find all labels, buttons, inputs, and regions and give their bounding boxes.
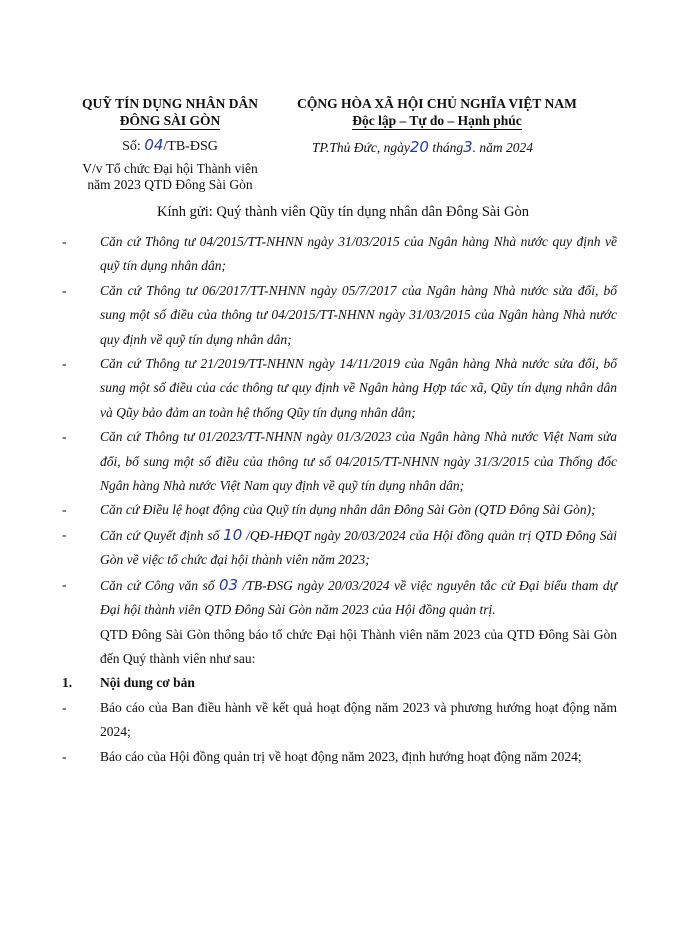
date-month-handwritten: 3 [463, 138, 473, 156]
subject-line2: năm 2023 QTD Đông Sài Gòn [87, 177, 253, 192]
date-prefix: TP.Thủ Đức, ngày [312, 140, 410, 155]
date-day-handwritten: 20 [409, 138, 429, 156]
section-number: 1. [62, 675, 73, 691]
issuer-name-line1: QUỸ TÍN DỤNG NHÂN DÂN [81, 96, 258, 111]
section-title: Nội dung cơ bản [100, 675, 195, 691]
document-number-handwritten: 04 [144, 136, 164, 154]
intro-paragraph: QTD Đông Sài Gòn thông báo tổ chức Đại hội Thành viên năm 2023 của QTD Đông Sài Gòn đến Quý thành viên như sau: [100, 626, 617, 666]
date-month-label: tháng [428, 140, 464, 155]
document-number-prefix: Số: [122, 139, 145, 154]
legal-basis-item: - Căn cứ Thông tư 06/2017/TT-NHNN ngày 05/7/2017 của Ngân hàng Nhà nước sửa đổi, bổ sung một số điều của thông tư 04/2015/TT-NHNN ngày 31/03/2015 của Ngân hàng Nhà nước quy định về quỹ tín dụng nhân dân; [62, 279, 617, 352]
subject-line1: V/v Tổ chức Đại hội Thành viên [82, 161, 258, 176]
issuer-block [70, 96, 270, 193]
legal-basis-item: - Căn cứ Thông tư 01/2023/TT-NHNN ngày 01/3/2023 của Ngân hàng Nhà nước Việt Nam sửa đổi, bổ sung một số điều của thông tư số 04/2015/TT-NHNN ngày 31/3/2015 của Thống đốc Ngân hàng Nhà nước Việt Nam quy định về quỹ tín dụng nhân dân; [62, 425, 617, 498]
document-subject [70, 161, 270, 193]
letter-number-handwritten: 03 [219, 575, 239, 594]
national-title: CỘNG HÒA XÃ HỘI CHỦ NGHĨA VIỆT NAM [297, 96, 577, 111]
content-item: - Báo cáo của Ban điều hành về kết quả hoạt động năm 2023 và phương hướng hoạt động năm 2024; [62, 696, 617, 745]
greeting: Kính gửi: Quý thành viên Qũy tín dụng nhân dân Đông Sài Gòn [157, 204, 529, 220]
national-header [280, 96, 594, 130]
letter-text-pre: Căn cứ Công văn số [100, 577, 220, 593]
decision-text-post: /QĐ-HĐQT ngày 20/03/2024 của Hội đồng quản trị QTD Đông Sài Gòn về việc tổ chức đại hội thành viên năm 2023; [100, 527, 617, 568]
legal-basis-item: - Căn cứ Thông tư 21/2019/TT-NHNN ngày 14/11/2019 của Ngân hàng Nhà nước sửa đổi, bổ sung một số điều của các thông tư quy định về Ngân hàng Hợp tác xã, Qũy tín dụng nhân dân và Qũy bảo đảm an toàn hệ thống Qũy tín dụng nhân dân; [62, 352, 617, 425]
legal-basis-item: - Căn cứ Thông tư 04/2015/TT-NHNN ngày 31/03/2015 của Ngân hàng Nhà nước quy định về quỹ tín dụng nhân dân; [62, 230, 617, 279]
document-body [62, 230, 617, 769]
section-heading [62, 671, 617, 695]
content-item: - Báo cáo của Hội đồng quản trị về hoạt động năm 2023, định hướng hoạt động năm 2024; [62, 745, 617, 769]
decision-number-handwritten: 10 [223, 525, 243, 544]
national-motto: Độc lập – Tự do – Hạnh phúc [352, 113, 522, 128]
document-number [70, 137, 270, 155]
date-year: . năm 2024 [472, 140, 534, 155]
legal-basis-decision [62, 523, 617, 573]
letter-text-post: /TB-ĐSG ngày 20/03/2024 về việc nguyên tắc cử Đại biểu tham dự Đại hội thành viên QTD Đông Sài Gòn năm 2023 của Hội đồng quản trị. [100, 577, 618, 618]
place-date [312, 138, 533, 156]
document-number-suffix: /TB-ĐSG [163, 139, 218, 154]
decision-text-pre: Căn cứ Quyết định số [100, 527, 224, 543]
legal-basis-official-letter [62, 573, 617, 623]
legal-basis-item: - Căn cứ Điều lệ hoạt động của Quỹ tín dụng nhân dân Đông Sài Gòn (QTD Đông Sài Gòn); [62, 498, 617, 522]
issuer-name-line2: ĐÔNG SÀI GÒN [119, 113, 221, 128]
